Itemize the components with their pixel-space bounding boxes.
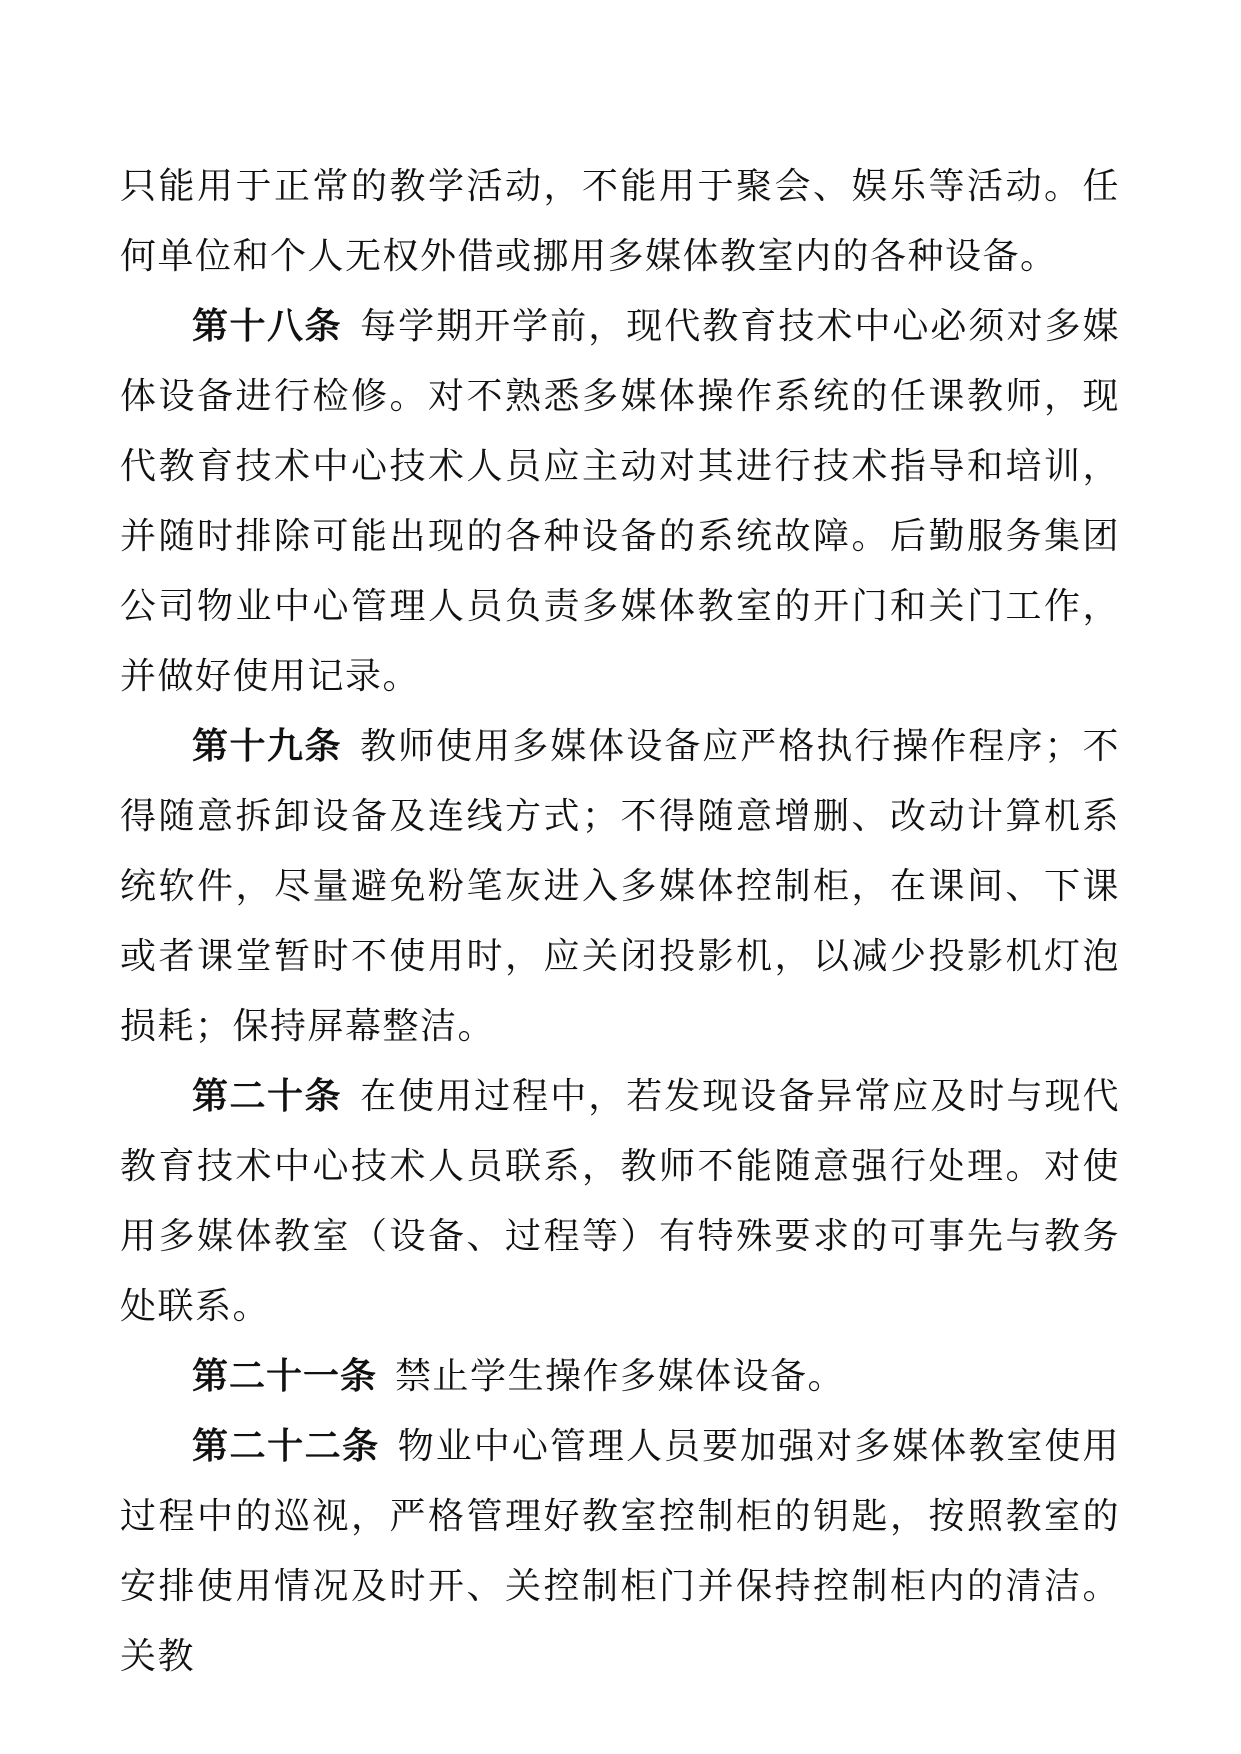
article-number: 第二十一条 [192,1356,378,1397]
paragraph-text: 每学期开学前，现代教育技术中心必须对多媒体设备进行检修。对不熟悉多媒体操作系统的任课教师，现代教育技术中心技术人员应主动对其进行技术指导和培训，并随时排除可能出现的各种设备的系统故障。后勤服务集团公司物业中心管理人员负责多媒体教室的开门和关门工作，并做好使用记录。 [120,306,1120,697]
article-19 [120,712,1120,1062]
paragraph-text: 教师使用多媒体设备应严格执行操作程序；不得随意拆卸设备及连线方式；不得随意增删、改动计算机系统软件，尽量避免粉笔灰进入多媒体控制柜，在课间、下课或者课堂暂时不使用时，应关闭投影机，以减少投影机灯泡损耗；保持屏幕整洁。 [120,726,1120,1047]
paragraph-text: 物业中心管理人员要加强对多媒体教室使用过程中的巡视，严格管理好教室控制柜的钥匙，按照教室的安排使用情况及时开、关控制柜门并保持控制柜内的清洁。关教 [120,1426,1120,1677]
paragraph-text: 禁止学生操作多媒体设备。 [395,1356,846,1397]
article-21 [120,1342,1120,1412]
paragraph-text: 只能用于正常的教学活动，不能用于聚会、娱乐等活动。任何单位和个人无权外借或挪用多媒体教室内的各种设备。 [120,166,1120,277]
article-22 [120,1412,1120,1692]
paragraph-text: 在使用过程中，若发现设备异常应及时与现代教育技术中心技术人员联系，教师不能随意强行处理。对使用多媒体教室（设备、过程等）有特殊要求的可事先与教务处联系。 [120,1076,1120,1327]
document-body [120,152,1120,1692]
article-18 [120,292,1120,712]
article-number: 第二十二条 [192,1426,380,1467]
article-number: 第十九条 [192,726,343,767]
article-number: 第二十条 [192,1076,343,1117]
paragraph-continuation [120,152,1120,292]
article-20 [120,1062,1120,1342]
article-number: 第十八条 [192,306,343,347]
